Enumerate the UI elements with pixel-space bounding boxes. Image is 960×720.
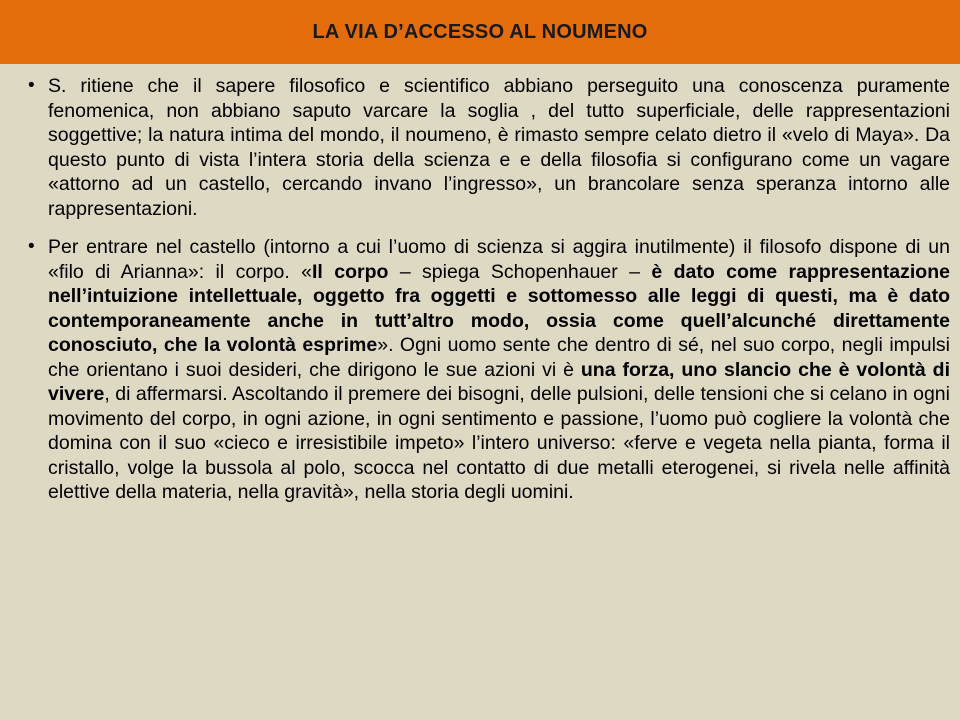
- bullet-text-1: [48, 74, 950, 221]
- text-segment: , di affermarsi. Ascoltando il premere dei bisogni, delle pulsioni, delle tensioni che si celano in ogni movimento del corpo, in ogni azione, in ogni sentimento e passione, l’uomo può cogliere la volontà che domina con il suo «cieco e irresistibile impeto» l’intero universo: «ferve e vegeta nella pianta, forma il cristallo, volge la bussola al polo, scocca nel contatto di due metalli eterogenei, si rivela nelle affinità elettive della materia, nella gravità», nella storia degli uomini.: [48, 383, 950, 503]
- bold-segment: è dato come rappresentazione nell’intuizione intellettuale, oggetto fra oggetti e sottomesso alle leggi di questi, ma è dato contemporaneamente anche in tutt’altro modo, ossia come quell’alcunché direttamente conosciuto, che la volontà esprime: [48, 260, 950, 356]
- bold-segment: Il corpo: [312, 260, 389, 283]
- bullet-text-2: [48, 235, 950, 505]
- bullet-icon: •: [28, 236, 35, 257]
- text-segment: Per entrare nel castello (intorno a cui l’uomo di scienza si aggira inutilmente) il filosofo dispone di un «filo di Arianna»: il corpo. «: [48, 236, 950, 283]
- content-area: [28, 74, 950, 519]
- bullet-icon: •: [28, 75, 35, 96]
- text-segment: S. ritiene che il sapere filosofico e scientifico abbiano perseguito una conoscenza puramente fenomenica, non abbiano saputo varcare la soglia , del tutto superficiale, delle rappresentazioni soggettive; la natura intima del mondo, il noumeno, è rimasto sempre celato dietro il «velo di Maya». Da questo punto di vista l’intera storia della scienza e e della filosofia si configurano come un vagare «attorno ad un castello, cercando invano l’ingresso», un brancolare senza speranza intorno alle rappresentazioni.: [48, 75, 950, 220]
- bold-segment: una forza, uno slancio che è volontà di vivere: [48, 358, 950, 405]
- title-bar: [0, 0, 960, 64]
- text-segment: – spiega Schopenhauer –: [388, 260, 652, 283]
- bullet-item-2: [28, 235, 950, 505]
- bullet-item-1: [28, 74, 950, 221]
- page-title: LA VIA D’ACCESSO AL NOUMENO: [312, 20, 648, 43]
- text-segment: ». Ogni uomo sente che dentro di sé, nel suo corpo, negli impulsi che orientano i suoi desideri, che dirigono le sue azioni vi è: [48, 334, 950, 381]
